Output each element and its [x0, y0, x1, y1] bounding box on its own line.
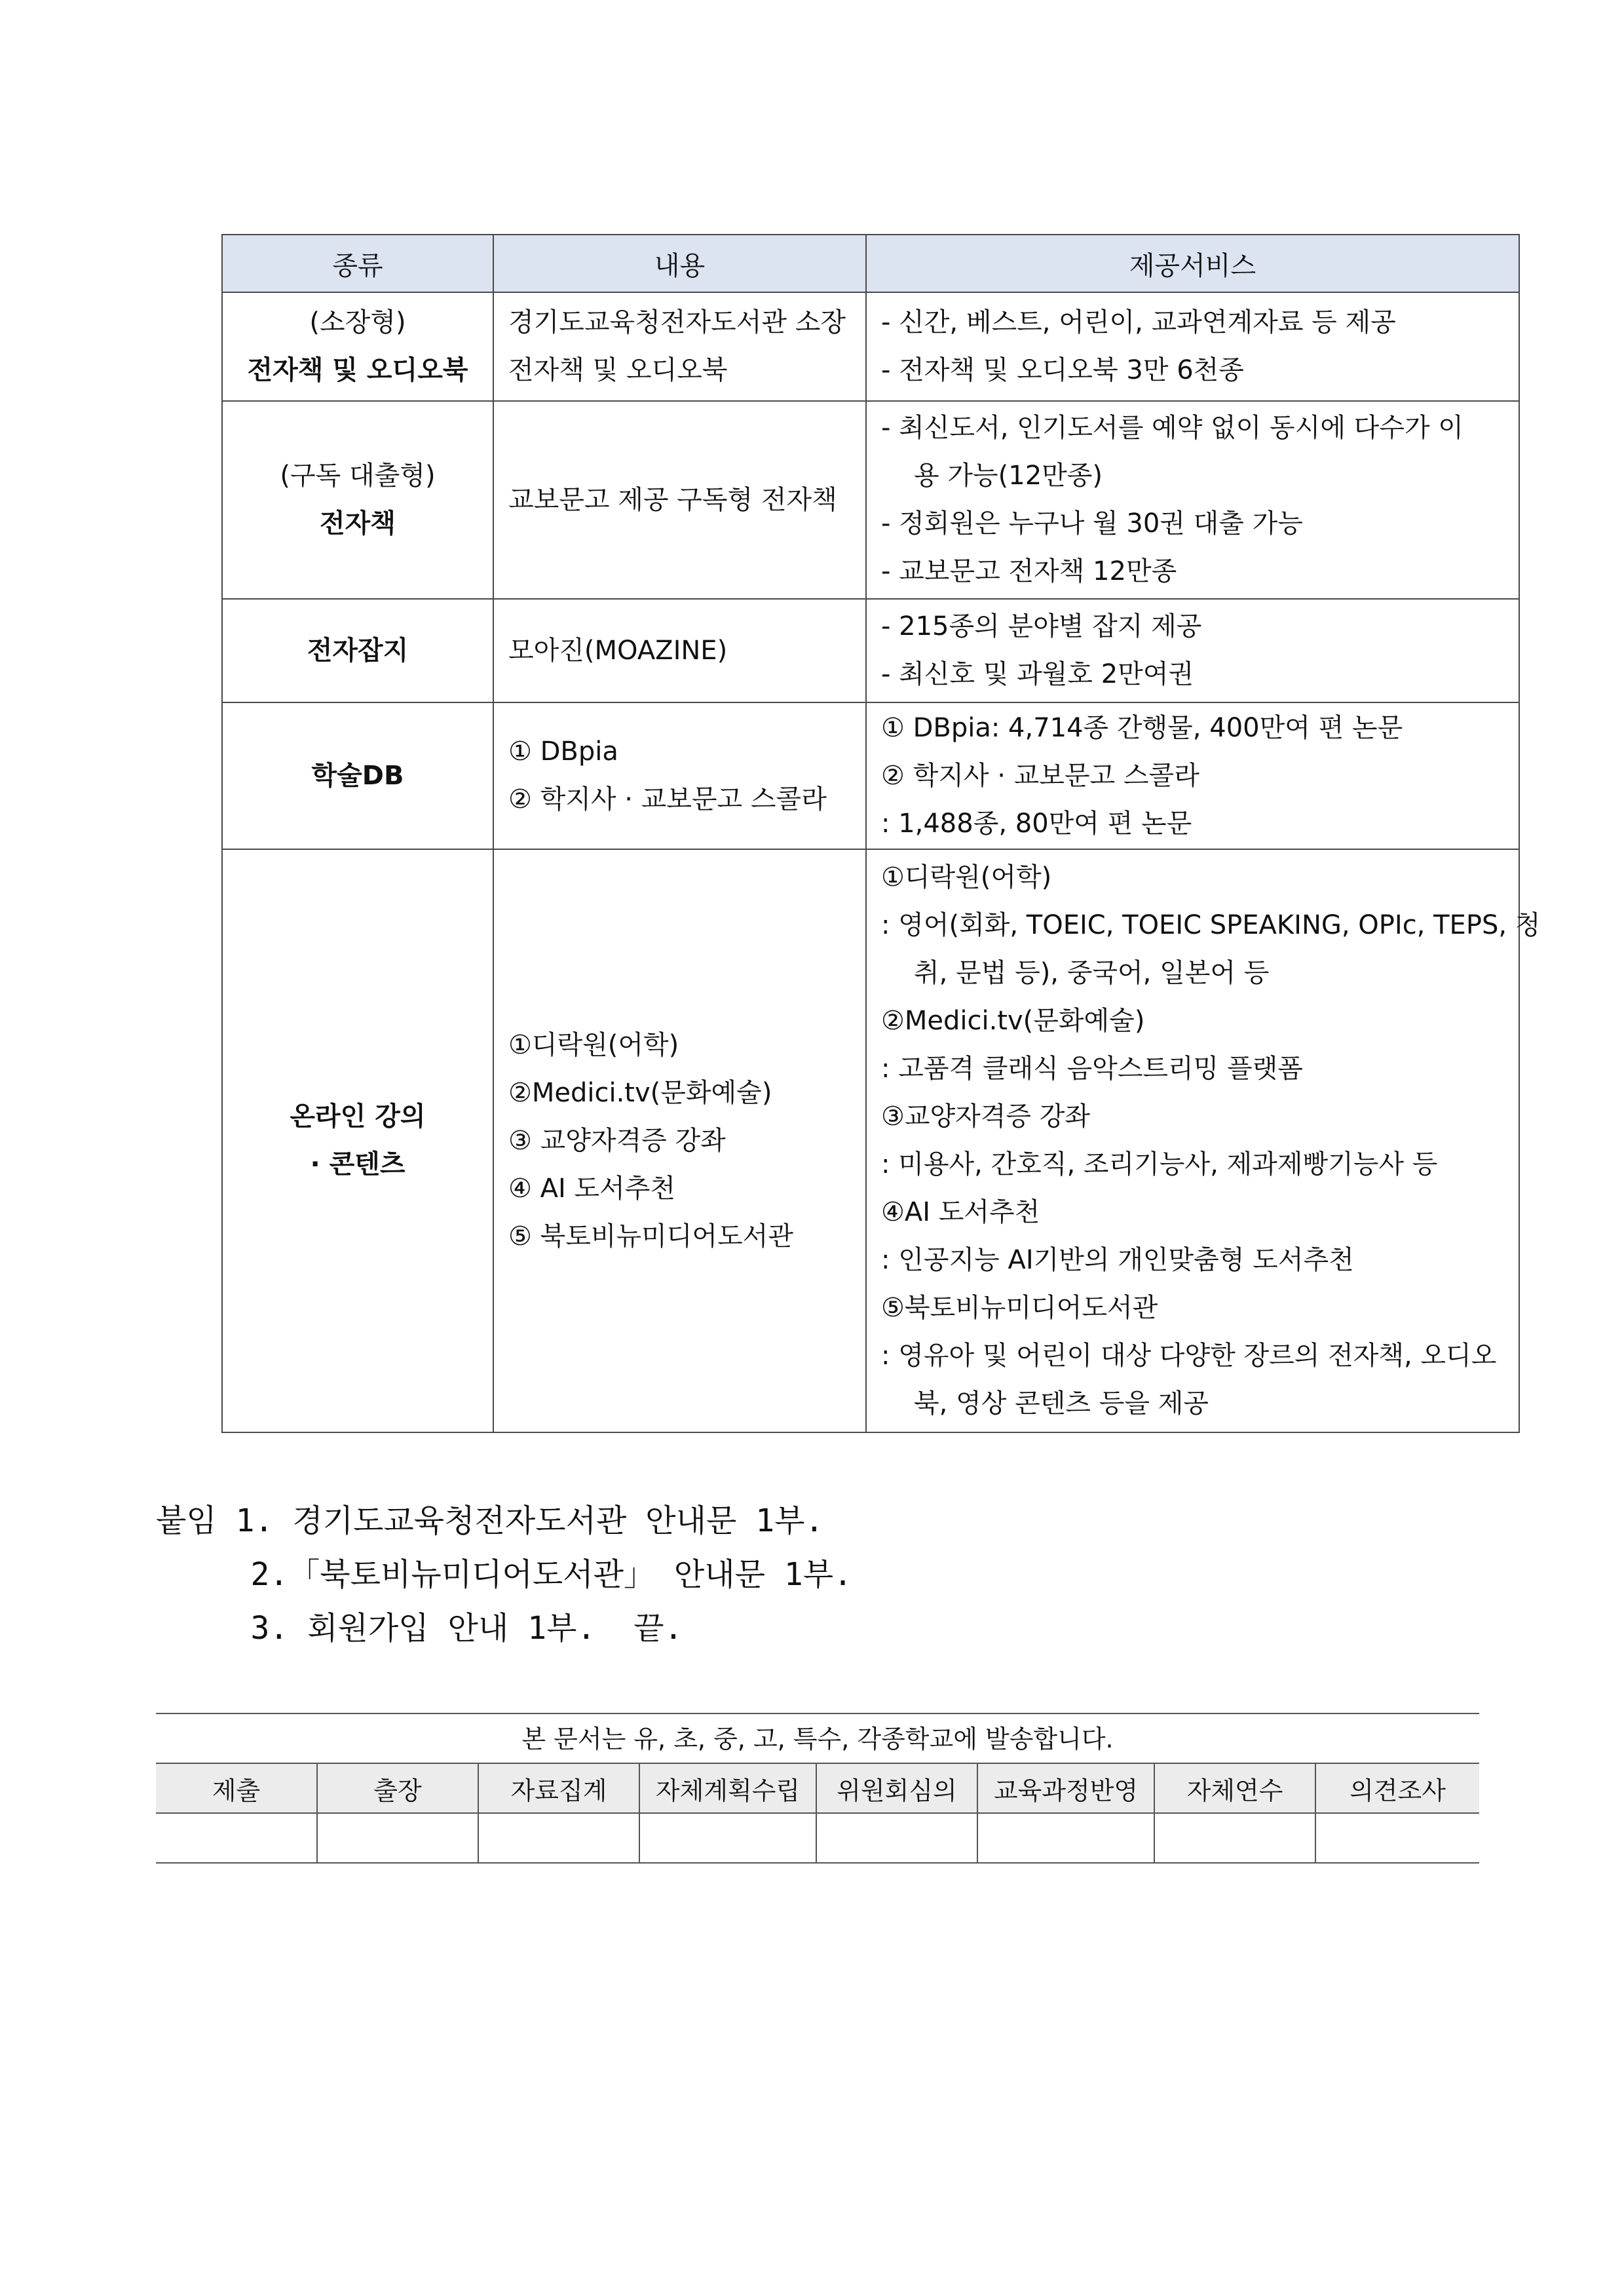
service-text: 북, 영상 콘텐츠 등을 제공	[914, 1388, 1209, 1419]
service-text: - 정회원은 누구나 월 30권 대출 가능	[881, 508, 1303, 539]
table-header-row	[222, 235, 1519, 292]
service-text: - 최신도서, 인기도서를 예약 없이 동시에 다수가 이	[881, 413, 1463, 443]
kind-text: 전자책	[320, 508, 396, 539]
distribution-header: 교육과정반영	[977, 1763, 1154, 1813]
attachment-line: 2.「북토비뉴미디어도서관」 안내문 1부.	[156, 1556, 853, 1593]
distribution-cell	[478, 1813, 639, 1863]
kind-cell	[222, 849, 493, 1432]
service-text: ③교양자격증 강좌	[881, 1101, 1091, 1132]
kind-text: (소장형)	[309, 307, 406, 337]
content-text: 모아진(MOAZINE)	[508, 635, 728, 666]
service-text: 용 가능(12만종)	[914, 461, 1103, 491]
kind-text: (구독 대출형)	[280, 461, 436, 491]
distribution-table	[156, 1763, 1479, 1864]
content-text: ①디락원(어학)	[508, 1029, 679, 1060]
distribution-header: 의견조사	[1315, 1763, 1479, 1813]
kind-cell	[222, 599, 493, 702]
distribution-header: 자료집계	[478, 1763, 639, 1813]
content-text: ②Medici.tv(문화예술)	[508, 1077, 772, 1108]
distribution-cell	[816, 1813, 977, 1863]
attachment-line: 3. 회원가입 안내 1부. 끝.	[156, 1610, 683, 1647]
content-text: ③ 교양자격증 강좌	[508, 1125, 726, 1156]
attachment-line: 붙임 1. 경기도교육청전자도서관 안내문 1부.	[156, 1502, 824, 1539]
content-text: ② 학지사 · 교보문고 스콜라	[508, 784, 827, 814]
kind-text: · 콘텐츠	[310, 1149, 406, 1179]
service-text: 취, 문법 등), 중국어, 일본어 등	[914, 958, 1270, 988]
distribution-cell	[156, 1813, 317, 1863]
content-text: 교보문고 제공 구독형 전자책	[508, 484, 837, 515]
kind-text: 전자잡지	[307, 635, 409, 666]
distribution-cell	[1154, 1813, 1315, 1863]
service-text: : 미용사, 간호직, 조리기능사, 제과제빵기능사 등	[881, 1149, 1438, 1179]
distribution-cell	[317, 1813, 478, 1863]
kind-text: 학술DB	[311, 760, 404, 791]
table-row	[222, 702, 1519, 849]
content-text: ⑤ 북토비뉴미디어도서관	[508, 1221, 793, 1252]
distribution-empty-row	[156, 1813, 1479, 1863]
distribution-header-row	[156, 1763, 1479, 1813]
service-text: : 영유아 및 어린이 대상 다양한 장르의 전자책, 오디오	[881, 1341, 1497, 1371]
service-cell	[866, 401, 1519, 599]
service-text: ④AI 도서추천	[881, 1197, 1040, 1227]
service-text: - 전자책 및 오디오북 3만 6천종	[881, 355, 1244, 385]
header-kind: 종류	[222, 235, 493, 292]
header-service: 제공서비스	[866, 235, 1519, 292]
kind-text: 온라인 강의	[290, 1101, 426, 1132]
service-text: ⑤북토비뉴미디어도서관	[881, 1293, 1158, 1323]
service-text: : 영어(회화, TOEIC, TOEIC SPEAKING, OPIc, TEPS, 청	[881, 910, 1541, 940]
kind-cell	[222, 401, 493, 599]
distribution-cell	[1315, 1813, 1479, 1863]
kind-cell	[222, 292, 493, 401]
distribution-header: 위원회심의	[816, 1763, 977, 1813]
service-cell	[866, 599, 1519, 702]
service-text: ① DBpia: 4,714종 간행물, 400만여 편 논문	[881, 712, 1403, 743]
service-cell	[866, 702, 1519, 849]
service-text: - 신간, 베스트, 어린이, 교과연계자료 등 제공	[881, 307, 1396, 337]
service-text: : 고품격 클래식 음악스트리밍 플랫폼	[881, 1054, 1303, 1084]
distribution-header: 제출	[156, 1763, 317, 1813]
service-text: : 1,488종, 80만여 편 논문	[881, 808, 1192, 839]
content-cell	[493, 599, 866, 702]
content-text: 전자책 및 오디오북	[508, 355, 728, 385]
kind-text: 전자책 및 오디오북	[247, 355, 468, 385]
table-row	[222, 849, 1519, 1432]
service-text: - 215종의 분야별 잡지 제공	[881, 611, 1202, 641]
distribution-header: 자체연수	[1154, 1763, 1315, 1813]
service-text: ② 학지사 · 교보문고 스콜라	[881, 760, 1199, 791]
content-cell	[493, 702, 866, 849]
service-text: ②Medici.tv(문화예술)	[881, 1006, 1145, 1036]
service-cell	[866, 292, 1519, 401]
service-text: : 인공지능 AI기반의 개인맞춤형 도서추천	[881, 1245, 1354, 1275]
table-row	[222, 292, 1519, 401]
attachments	[156, 1494, 852, 1655]
distribution-header: 자체계획수립	[639, 1763, 816, 1813]
table-row	[222, 599, 1519, 702]
content-cell	[493, 292, 866, 401]
service-text: ①디락원(어학)	[881, 862, 1052, 892]
content-text: ④ AI 도서추천	[508, 1173, 676, 1204]
service-text: - 최신호 및 과월호 2만여권	[881, 659, 1194, 689]
table-row	[222, 401, 1519, 599]
distribution-title: 본 문서는 유, 초, 중, 고, 특수, 각종학교에 발송합니다.	[156, 1713, 1479, 1764]
service-cell	[866, 849, 1541, 1432]
kind-cell	[222, 702, 493, 849]
service-text: - 교보문고 전자책 12만종	[881, 556, 1177, 586]
content-text: 경기도교육청전자도서관 소장	[508, 307, 846, 337]
distribution-cell	[977, 1813, 1154, 1863]
distribution-cell	[639, 1813, 816, 1863]
header-content: 내용	[493, 235, 866, 292]
content-cell	[493, 401, 866, 599]
content-cell	[493, 849, 866, 1432]
content-text: ① DBpia	[508, 737, 618, 767]
distribution-header: 출장	[317, 1763, 478, 1813]
service-table	[221, 234, 1541, 1433]
